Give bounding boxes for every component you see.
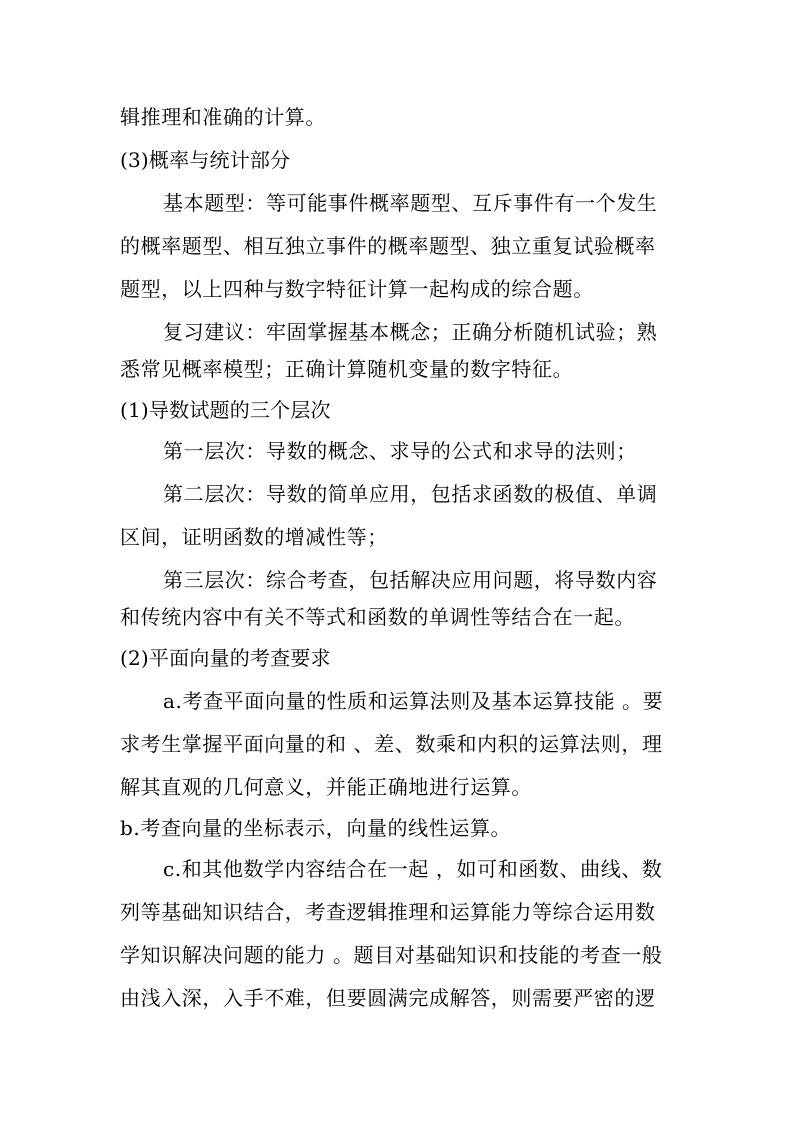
paragraph-line: 和传统内容中有关不等式和函数的单调性等结合在一起。 xyxy=(120,605,635,629)
paragraph-line: 区间，证明函数的增减性等； xyxy=(120,525,388,549)
paragraph-line: 解其直观的几何意义，并能正确地进行运算。 xyxy=(120,775,532,799)
paragraph-line: c.和其他数学内容结合在一起 ，如可和函数、曲线、数 xyxy=(163,857,663,881)
paragraph-line: 基本题型：等可能事件概率题型、互斥事件有一个发生 xyxy=(163,191,658,215)
paragraph-line: 复习建议：牢固掌握基本概念；正确分析随机试验；熟 xyxy=(163,320,658,344)
paragraph-line: b.考查向量的坐标表示，向量的线性运算。 xyxy=(120,816,512,840)
paragraph-line: 列等基础知识结合，考查逻辑推理和运算能力等综合运用数 xyxy=(120,900,656,924)
paragraph-line: 的概率题型、相互独立事件的概率题型、独立重复试验概率 xyxy=(120,234,656,258)
paragraph-line: 题型，以上四种与数字特征计算一起构成的综合题。 xyxy=(120,277,594,301)
section-heading-probability: (3)概率与统计部分 xyxy=(120,148,291,172)
paragraph-line: 悉常见概率模型；正确计算随机变量的数字特征。 xyxy=(120,357,574,381)
paragraph-line: 求考生掌握平面向量的和 、差、数乘和内积的运算法则，理 xyxy=(120,732,663,756)
paragraph-line: a.考查平面向量的性质和运算法则及基本运算技能 。要 xyxy=(163,689,664,713)
paragraph-line: 第一层次：导数的概念、求导的公式和求导的法则； xyxy=(163,439,637,463)
section-heading-vectors: (2)平面向量的考查要求 xyxy=(120,646,331,670)
paragraph-line: 学知识解决问题的能力 。题目对基础知识和技能的考查一般 xyxy=(120,943,663,967)
section-heading-derivatives: (1)导数试题的三个层次 xyxy=(120,398,331,422)
paragraph-line: 第三层次：综合考查，包括解决应用问题，将导数内容 xyxy=(163,568,658,592)
paragraph-line: 第二层次：导数的简单应用，包括求函数的极值、单调 xyxy=(163,482,658,506)
paragraph-line: 辑推理和准确的计算。 xyxy=(120,105,326,129)
paragraph-line: 由浅入深，入手不难，但要圆满完成解答，则需要严密的逻 xyxy=(120,986,656,1010)
